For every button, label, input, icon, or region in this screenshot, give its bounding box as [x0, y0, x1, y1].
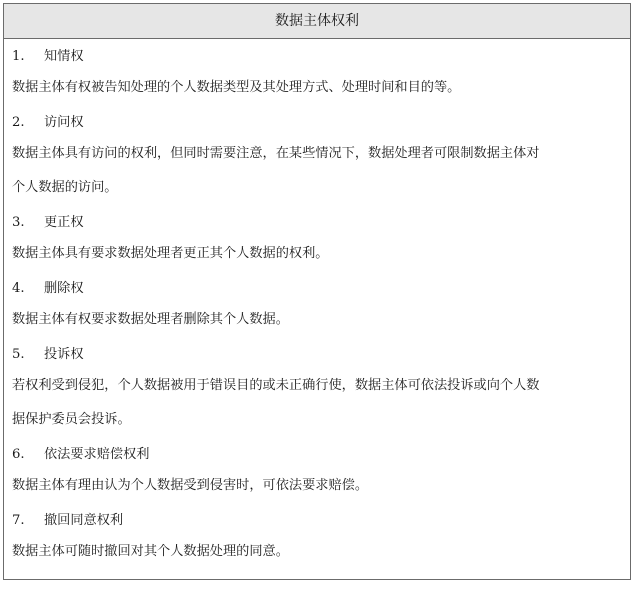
item-number: 7.	[12, 513, 25, 528]
description-line: 数据主体具有访问的权利，但同时需要注意，在某些情况下，数据处理者可限制数据主体对	[12, 146, 540, 161]
list-item	[12, 209, 622, 271]
item-number: 6.	[12, 447, 25, 462]
description-line: 若权利受到侵犯，个人数据被用于错误目的或未正确行使，数据主体可依法投诉或向个人数	[12, 378, 540, 393]
item-description	[12, 137, 622, 205]
item-title: 知情权	[44, 49, 84, 64]
item-number: 3.	[12, 215, 25, 230]
item-title: 删除权	[44, 281, 84, 296]
table-body	[4, 39, 630, 579]
table-title: 数据主体权利	[4, 4, 630, 39]
description-line: 数据主体有理由认为个人数据受到侵害时，可依法要求赔偿。	[12, 478, 369, 493]
item-description	[12, 237, 622, 271]
description-line: 数据主体有权要求数据处理者删除其个人数据。	[12, 312, 289, 327]
item-description	[12, 369, 622, 437]
description-line: 数据主体可随时撤回对其个人数据处理的同意。	[12, 544, 289, 559]
item-heading	[12, 209, 622, 237]
list-item	[12, 441, 622, 503]
item-number: 1.	[12, 49, 25, 64]
list-item	[12, 507, 622, 569]
item-number: 4.	[12, 281, 25, 296]
description-line: 据保护委员会投诉。	[12, 412, 131, 427]
item-description	[12, 469, 622, 503]
description-line: 数据主体具有要求数据处理者更正其个人数据的权利。	[12, 246, 329, 261]
item-description	[12, 71, 622, 105]
rights-table	[3, 3, 631, 580]
item-heading	[12, 43, 622, 71]
description-line: 个人数据的访问。	[12, 180, 118, 195]
item-heading	[12, 109, 622, 137]
item-title: 投诉权	[44, 347, 84, 362]
description-line: 数据主体有权被告知处理的个人数据类型及其处理方式、处理时间和目的等。	[12, 80, 461, 95]
list-item	[12, 43, 622, 105]
item-title: 访问权	[44, 115, 84, 130]
item-heading	[12, 275, 622, 303]
list-item	[12, 341, 622, 437]
item-description	[12, 535, 622, 569]
item-number: 2.	[12, 115, 25, 130]
item-title: 更正权	[44, 215, 84, 230]
item-title: 依法要求赔偿权利	[44, 447, 150, 462]
item-heading	[12, 341, 622, 369]
item-heading	[12, 507, 622, 535]
item-description	[12, 303, 622, 337]
item-heading	[12, 441, 622, 469]
list-item	[12, 109, 622, 205]
item-title: 撤回同意权利	[44, 513, 124, 528]
list-item	[12, 275, 622, 337]
item-number: 5.	[12, 347, 25, 362]
